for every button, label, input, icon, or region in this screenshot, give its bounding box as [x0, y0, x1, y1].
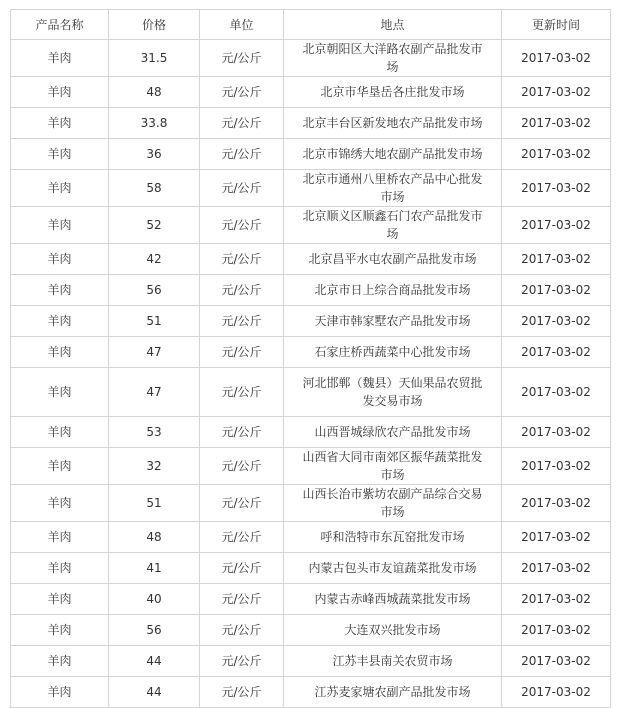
- cell-location: 北京顺义区顺鑫石门农产品批发市场: [284, 207, 502, 244]
- cell-product: 羊肉: [11, 368, 109, 417]
- cell-updated: 2017-03-02: [502, 337, 611, 368]
- cell-updated: 2017-03-02: [502, 275, 611, 306]
- cell-unit: 元/公斤: [200, 108, 284, 139]
- cell-product: 羊肉: [11, 306, 109, 337]
- cell-price: 36: [109, 139, 200, 170]
- cell-updated: 2017-03-02: [502, 584, 611, 615]
- header-unit: 单位: [200, 10, 284, 40]
- cell-location: 大连双兴批发市场: [284, 615, 502, 646]
- cell-updated: 2017-03-02: [502, 522, 611, 553]
- cell-updated: 2017-03-02: [502, 77, 611, 108]
- table-header-row: [11, 10, 611, 40]
- cell-updated: 2017-03-02: [502, 244, 611, 275]
- table-row: [11, 522, 611, 553]
- cell-unit: 元/公斤: [200, 417, 284, 448]
- cell-product: 羊肉: [11, 615, 109, 646]
- cell-unit: 元/公斤: [200, 615, 284, 646]
- cell-unit: 元/公斤: [200, 170, 284, 207]
- cell-location: 山西省大同市南郊区振华蔬菜批发市场: [284, 448, 502, 485]
- table-row: [11, 368, 611, 417]
- cell-product: 羊肉: [11, 485, 109, 522]
- cell-location: 呼和浩特市东瓦窑批发市场: [284, 522, 502, 553]
- cell-updated: 2017-03-02: [502, 207, 611, 244]
- table-row: [11, 275, 611, 306]
- cell-price: 47: [109, 337, 200, 368]
- cell-location: 石家庄桥西蔬菜中心批发市场: [284, 337, 502, 368]
- cell-product: 羊肉: [11, 207, 109, 244]
- cell-location: 天津市韩家墅农产品批发市场: [284, 306, 502, 337]
- cell-product: 羊肉: [11, 77, 109, 108]
- cell-price: 33.8: [109, 108, 200, 139]
- cell-product: 羊肉: [11, 646, 109, 677]
- cell-updated: 2017-03-02: [502, 485, 611, 522]
- cell-location: 北京市通州八里桥农产品中心批发市场: [284, 170, 502, 207]
- cell-price: 58: [109, 170, 200, 207]
- cell-unit: 元/公斤: [200, 646, 284, 677]
- cell-location: 山西晋城绿欣农产品批发市场: [284, 417, 502, 448]
- cell-location: 山西长治市紫坊农副产品综合交易市场: [284, 485, 502, 522]
- cell-unit: 元/公斤: [200, 522, 284, 553]
- table-row: [11, 485, 611, 522]
- cell-location: 内蒙古赤峰西城蔬菜批发市场: [284, 584, 502, 615]
- cell-price: 31.5: [109, 40, 200, 77]
- cell-updated: 2017-03-02: [502, 306, 611, 337]
- cell-product: 羊肉: [11, 170, 109, 207]
- cell-price: 56: [109, 615, 200, 646]
- cell-product: 羊肉: [11, 522, 109, 553]
- cell-unit: 元/公斤: [200, 306, 284, 337]
- cell-price: 44: [109, 677, 200, 708]
- cell-price: 32: [109, 448, 200, 485]
- table-row: [11, 677, 611, 708]
- cell-location: 内蒙古包头市友谊蔬菜批发市场: [284, 553, 502, 584]
- table-row: [11, 244, 611, 275]
- cell-location: 江苏丰县南关农贸市场: [284, 646, 502, 677]
- cell-updated: 2017-03-02: [502, 139, 611, 170]
- price-table: [10, 9, 611, 708]
- cell-updated: 2017-03-02: [502, 677, 611, 708]
- cell-updated: 2017-03-02: [502, 40, 611, 77]
- cell-price: 42: [109, 244, 200, 275]
- cell-location: 北京市日上综合商品批发市场: [284, 275, 502, 306]
- cell-price: 44: [109, 646, 200, 677]
- cell-price: 48: [109, 77, 200, 108]
- header-price: 价格: [109, 10, 200, 40]
- cell-product: 羊肉: [11, 417, 109, 448]
- cell-product: 羊肉: [11, 448, 109, 485]
- table-row: [11, 40, 611, 77]
- cell-updated: 2017-03-02: [502, 170, 611, 207]
- cell-unit: 元/公斤: [200, 553, 284, 584]
- cell-unit: 元/公斤: [200, 584, 284, 615]
- cell-location: 河北邯郸（魏县）天仙果品农贸批发交易市场: [284, 368, 502, 417]
- header-product: 产品名称: [11, 10, 109, 40]
- cell-unit: 元/公斤: [200, 485, 284, 522]
- cell-price: 47: [109, 368, 200, 417]
- cell-unit: 元/公斤: [200, 275, 284, 306]
- cell-updated: 2017-03-02: [502, 646, 611, 677]
- cell-price: 48: [109, 522, 200, 553]
- cell-unit: 元/公斤: [200, 448, 284, 485]
- table-row: [11, 646, 611, 677]
- table-row: [11, 553, 611, 584]
- cell-updated: 2017-03-02: [502, 108, 611, 139]
- cell-updated: 2017-03-02: [502, 448, 611, 485]
- cell-product: 羊肉: [11, 337, 109, 368]
- cell-unit: 元/公斤: [200, 368, 284, 417]
- cell-location: 北京丰台区新发地农产品批发市场: [284, 108, 502, 139]
- table-row: [11, 337, 611, 368]
- cell-product: 羊肉: [11, 553, 109, 584]
- cell-price: 41: [109, 553, 200, 584]
- table-row: [11, 584, 611, 615]
- cell-updated: 2017-03-02: [502, 368, 611, 417]
- cell-location: 北京市锦绣大地农副产品批发市场: [284, 139, 502, 170]
- table-row: [11, 417, 611, 448]
- cell-unit: 元/公斤: [200, 139, 284, 170]
- header-updated: 更新时间: [502, 10, 611, 40]
- cell-price: 52: [109, 207, 200, 244]
- cell-product: 羊肉: [11, 108, 109, 139]
- cell-updated: 2017-03-02: [502, 615, 611, 646]
- cell-location: 北京昌平水屯农副产品批发市场: [284, 244, 502, 275]
- table-row: [11, 108, 611, 139]
- cell-price: 51: [109, 485, 200, 522]
- cell-price: 40: [109, 584, 200, 615]
- cell-unit: 元/公斤: [200, 40, 284, 77]
- table-row: [11, 139, 611, 170]
- cell-product: 羊肉: [11, 244, 109, 275]
- table-row: [11, 306, 611, 337]
- header-location: 地点: [284, 10, 502, 40]
- cell-product: 羊肉: [11, 40, 109, 77]
- cell-unit: 元/公斤: [200, 244, 284, 275]
- cell-price: 53: [109, 417, 200, 448]
- cell-price: 56: [109, 275, 200, 306]
- table-row: [11, 615, 611, 646]
- cell-unit: 元/公斤: [200, 77, 284, 108]
- table-row: [11, 448, 611, 485]
- cell-unit: 元/公斤: [200, 337, 284, 368]
- table-row: [11, 207, 611, 244]
- cell-product: 羊肉: [11, 139, 109, 170]
- cell-product: 羊肉: [11, 677, 109, 708]
- table-row: [11, 77, 611, 108]
- cell-product: 羊肉: [11, 584, 109, 615]
- cell-location: 北京市华垦岳各庄批发市场: [284, 77, 502, 108]
- cell-price: 51: [109, 306, 200, 337]
- table-row: [11, 170, 611, 207]
- cell-updated: 2017-03-02: [502, 417, 611, 448]
- cell-updated: 2017-03-02: [502, 553, 611, 584]
- cell-location: 江苏麦家塘农副产品批发市场: [284, 677, 502, 708]
- cell-product: 羊肉: [11, 275, 109, 306]
- cell-unit: 元/公斤: [200, 207, 284, 244]
- cell-location: 北京朝阳区大洋路农副产品批发市场: [284, 40, 502, 77]
- cell-unit: 元/公斤: [200, 677, 284, 708]
